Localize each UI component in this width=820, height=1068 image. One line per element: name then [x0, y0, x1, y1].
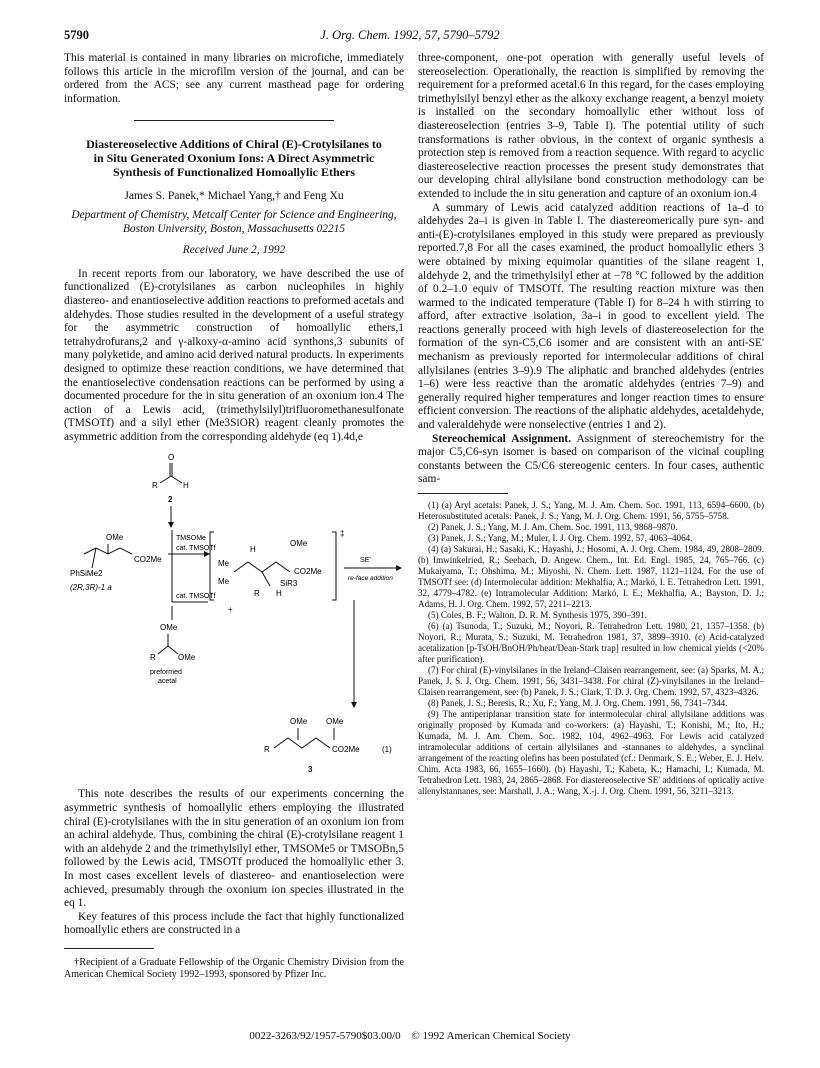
aldehyde-r: R	[152, 481, 158, 491]
product-ome2: OMe	[326, 717, 344, 727]
article-title: Diastereoselective Additions of Chiral (E)-Crotylsilanes to in Situ Generated Oxonium Ions: A Direct Asymmetric Synthesis of Functionalized Homoallylic Ethers	[86, 137, 382, 180]
se-label: SE'	[360, 557, 371, 565]
ts-r: R	[254, 589, 260, 599]
crotylsilane-structure	[70, 533, 162, 592]
ts-me2: Me	[218, 577, 230, 587]
silane-ome: OMe	[106, 533, 124, 543]
product-label: 3	[308, 765, 313, 775]
ts-ome: OMe	[290, 539, 308, 549]
reaction-scheme	[64, 450, 404, 780]
aldehyde-label: 2	[168, 495, 173, 505]
footnote-divider	[64, 948, 154, 949]
page-footer	[64, 1030, 756, 1042]
paragraph-stereo	[418, 433, 764, 487]
left-column	[64, 52, 404, 981]
reference-item: (9) The antiperiplanar transition state for intermolecular chiral allylsilane additions was originally proposed by Kumada and co-workers: (a) Hayashi, T.; Konishi, M.; Ito, H.; Kumada, M. J. Am. Chem. Soc. 1982, 104, 4962–4963. For Lewis acid catalyzed intramolecular additions of certain allylsilanes and -stannanes to aldehydes, a synclinal arrangement of the reacting olefins has been postulated (cf.: Denmark, S. E.; Weber, E. J. Helv. Chim. Acta 1983, 66, 1655–1660). (b) Hayashi, T.; Kabeta, K.; Hamachi, I.; Kumada, M. Tetrahedron Lett. 1983, 24, 2865–2868. For diastereoselective SE' additions of optically active allenylstannanes, see: Marshall, J. A.; Wang, X.-j. J. Org. Chem. 1991, 56, 3211–3213.	[418, 709, 764, 796]
reference-item: (4) (a) Sakurai, H.; Sasaki, K.; Hayashi, J.; Hosomi, A. J. Org. Chem. 1984, 49, 2808–2809. (b) Imwinkelried, R.; Seebach, D. Angew. Chem., Int. Ed. Engl. 1985, 24, 765–766. (c) Mukaiyama, T.; Ohshima, M.; Miyoshi, N. Chem. Lett. 1987, 1121–1124. For the use of TMSOTf see: (d) Intermolecular addition: Mekhalfia, A.; Markó, I. E. Tetrahedron Lett. 1991, 32, 4779–4782. (e) Intramolecular Addition: Markó, I. E.; Mekhalfia, A.; Bayston, D. J.; Adams, H. J. Org. Chem. 1992, 57, 2211–2213.	[418, 544, 764, 609]
fellowship-footnote: †Recipient of a Graduate Fellowship of the Organic Chemistry Division from the American Chemical Society 1992–1993, sponsored by Pfizer Inc.	[64, 957, 404, 980]
reference-item: (2) Panek, J. S.; Yang, M. J. Am. Chem. Soc. 1991, 113, 9868–9870.	[428, 522, 678, 532]
paragraph-features: Key features of this process include the fact that highly functionalized homoallylic ethers are constructed in a	[64, 910, 404, 937]
journal-citation: J. Org. Chem. 1992, 57, 5790–5792	[320, 28, 500, 42]
author-list: James S. Panek,* Michael Yang,† and Feng Xu	[124, 189, 344, 203]
aldehyde-h: H	[183, 481, 189, 491]
title-divider	[134, 120, 334, 121]
stereo-heading: Stereochemical Assignment.	[432, 432, 572, 445]
running-header	[64, 28, 756, 46]
se-arrow	[344, 557, 402, 582]
paragraph-continued: three-component, one-pot operation with generally useful levels of stereoselection. Operationally, the reaction is simplified by removing the requirement for a preformed acetal.6 In this regard, for the cases employing trimethylsilyl benzyl ether as the alkoxy exchange reagent, a benzyl moiety is installed on the secondary homoallylic ether without loss of diastereoselection (entries 3–9, Table I). The potential utility of such transformations is rather obvious, in the context of organic synthesis a protection step is removed from a reaction sequence. With regard to acyclic diastereoselective reaction processes the present study demonstrates that our developing chiral allylsilane bond construction methodology can be extended to include the in situ generation and capture of an oxonium ion.4	[418, 52, 764, 200]
reference-item: (3) Panek, J. S.; Yang, M.; Muler, I. J. Org. Chem. 1992, 57, 4063–4064.	[428, 533, 693, 543]
ts-plus: +	[228, 605, 233, 615]
references-list	[418, 500, 764, 797]
ts-dagger: ‡	[340, 529, 345, 539]
acetal-label-2: acetal	[158, 678, 177, 686]
page-number: 5790	[64, 28, 89, 42]
acetal-ome1: OMe	[160, 623, 178, 633]
scheme-drawing	[64, 450, 404, 780]
reference-item: (1) (a) Aryl acetals: Panek, J. S.; Yang, M. J. Am. Chem. Soc. 1991, 113, 6594–6600. (b) Heterosubstituted acetals: Panek, J. S.; Yang, M. J. Org. Chem. 1991, 56, 5755–5758.	[418, 500, 764, 521]
re-face-label: re-face addition	[348, 575, 393, 583]
oxonium-transition-state	[210, 529, 344, 614]
stereo-text: Assignment of stereochemistry for the major C5,C6-syn isomer is based on comparison of the vicinal coupling constants between the C5/C6 stereogenic centers. In four cases, authentic sam-	[418, 432, 764, 486]
affiliation: Department of Chemistry, Metcalf Center for Science and Engineering, Boston University, Boston, Massachusetts 02215	[71, 208, 397, 235]
received-date: Received June 2, 1992	[182, 244, 286, 257]
ts-h: H	[250, 545, 256, 555]
paragraph-intro: In recent reports from our laboratory, we have described the use of functionalized (E)-crotylsilanes as carbon nucleophiles in highly diastereo- and enantioselective addition reactions to preformed acetals and aldehydes. Those studies resulted in the development of a useful strategy for the asymmetric construction of homoallylic ethers,1 tetrahydrofurans,2 and γ-alkoxy-α-amino acid synthons,3 subunits of many polyketide, and amino acid derived natural products. In experiments designed to optimize these reaction conditions, we have determined that the enantioselective condensation reactions can be performed by using a documented procedure for the in situ generation of an oxonium ion.4 The action of a Lewis acid, (trimethylsilyl)trifluoromethanesulfonate (TMSOTf) and a silyl ether (Me3SiOR) reagent cleanly promotes the asymmetric addition from the corresponding aldehyde (eq 1).4d,e	[64, 267, 404, 443]
right-column	[418, 52, 764, 797]
acetal-ome2: OMe	[178, 653, 196, 663]
product-structure	[264, 717, 392, 774]
reference-item: (7) For chiral (E)-vinylsilanes in the Ireland–Claisen rearrangement, see: (a) Sparks, M. A.; Panek, J. S. J. Org. Chem. 1991, 56, 3431–3438. For chiral (Z)-vinylsilanes in the Ireland–Claisen rearrangement, see: (b) Panek, J. S.; Clark, T. D. J. Org. Chem. 1992, 57, 4323–4326.	[418, 665, 764, 697]
reference-item: (6) (a) Tsunoda, T.; Suzuki, M.; Noyori, R. Tetrahedron Lett. 1980, 21, 1357–1358. (b) Noyori, R.; Murata, S.; Suzuki, M. Tetrahedron 1981, 37, 3899–3910. (c) Acid-catalyzed acetalization [p-TsOH/BnOH/Ph/heat/Dean-Stark trap] resulted in low chemical yields (<20% after purification).	[418, 621, 764, 664]
microfiche-note: This material is contained in many libraries on microfiche, immediately follows this article in the microfilm version of the journal, and can be ordered from the ACS; see any current masthead page for ordering information.	[64, 52, 404, 105]
acetal-structure	[150, 606, 196, 685]
silane-config: (2R,3R)-1 a	[70, 583, 112, 593]
product-r: R	[264, 745, 270, 755]
article-code: 0022-3263/92/1957-5790$03.00/0	[249, 1030, 401, 1042]
product-ome1: OMe	[290, 717, 308, 727]
aldehyde-o: O	[168, 453, 175, 463]
reference-item: (8) Panek, J. S.; Beresis, R.; Xu, F.; Yang, M. J. Org. Chem. 1991, 56, 7341–7344.	[428, 698, 728, 708]
acetal-r: R	[150, 653, 156, 663]
references-divider	[418, 493, 508, 494]
reagent-top: TMSOMe	[176, 535, 206, 543]
equation-number: (1)	[382, 745, 392, 755]
copyright: © 1992 American Chemical Society	[411, 1030, 571, 1042]
silane-co2me: CO2Me	[134, 555, 162, 565]
ts-h2: H	[276, 589, 282, 599]
reference-item: (5) Coles, B. F.; Walton, D. R. M. Synthesis 1975, 390–391.	[428, 610, 647, 620]
reagent-box	[168, 530, 216, 602]
silane-phsime2: PhSiMe2	[70, 569, 103, 579]
paragraph-summary: A summary of Lewis acid catalyzed addition reactions of 1a–d to aldehydes 2a–i is given in Table I. The diastereomerically pure syn- and anti-(E)-crotylsilanes employed in this study were prepared as previously reported.7,8 For all the cases examined, the product homoallylic ethers 3 were obtained by mixing equimolar quantities of the silane reagent 1, aldehyde 2, and the trimethylsilyl ether at −78 °C followed by the addition of 0.2–1.0 equiv of TMSOTf. The resulting reaction mixture was then warmed to the indicated temperature (Table I) for 8–24 h with stirring to afford, after extractive isolation, 3a–i in good to excellent yield. The reactions generally proceed with high levels of diastereoselection for the formation of the syn-C5,C6 isomer and are consistent with an anti-SE' mechanism as previously reported for intermolecular additions of chiral allylsilanes (entries 3–9).9 The aliphatic and branched aldehydes (entries 1–6) were less reactive than the aromatic aldehydes (entries 7–9) and generally required higher temperatures and longer reaction times to ensure efficient conversion. The reactions of the aliphatic aldehydes, acetaldehyde, and valeraldehyde were nonselective (entries 1 and 2).	[418, 201, 764, 432]
ts-sir3: SiR3	[280, 579, 298, 589]
aldehyde-structure	[152, 453, 189, 504]
reagent-top2: cat. TMSOTf	[176, 545, 216, 553]
acetal-label: preformed	[150, 669, 182, 677]
ts-me: Me	[218, 559, 230, 569]
ts-co2me: CO2Me	[294, 567, 322, 577]
product-co2me: CO2Me	[332, 745, 360, 755]
paragraph-results: This note describes the results of our experiments concerning the asymmetric synthesis of homoallylic ethers employing the illustrated chiral (E)-crotylsilanes with the in situ generation of an oxonium ion from an achiral aldehyde. Thus, combining the chiral (E)-crotylsilane reagent 1 with an aldehyde 2 and the trimethylsilyl ether, TMSOMe5 or TMSOBn,5 followed by the Lewis acid, TMSOTf produced the homoallylic ether 3. In most cases excellent levels of diastereo- and enantioselection were achieved, presumably through the oxonium ion species illustrated in the eq 1.	[64, 788, 404, 910]
reagent-bottom: cat. TMSOTf	[176, 593, 216, 601]
